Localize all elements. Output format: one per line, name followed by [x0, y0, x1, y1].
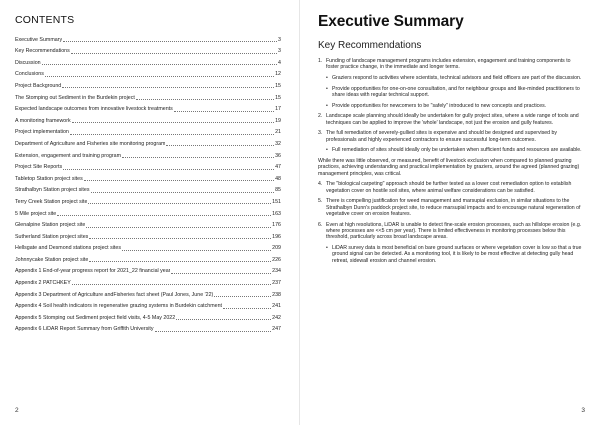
toc-entry-label: Tabletop Station project sites: [15, 175, 83, 182]
sub-point: • Provide opportunities for newcomers to be "safely" introduced to new concepts and practices.: [326, 102, 547, 109]
toc-entry[interactable]: [15, 55, 281, 67]
toc-entry-page: 234: [272, 268, 281, 275]
toc-entry-page: 196: [272, 233, 281, 240]
recommendation-1: [318, 58, 584, 109]
toc-leader-dots: [62, 87, 274, 88]
toc-entry[interactable]: [15, 148, 281, 160]
toc-entry[interactable]: [15, 67, 281, 79]
page-title: Executive Summary: [318, 13, 464, 30]
toc-entry-page: 238: [272, 291, 281, 298]
recommendations-list: [318, 58, 584, 268]
toc-entry[interactable]: [15, 183, 281, 195]
toc-entry[interactable]: [15, 90, 281, 102]
toc-entry-page: 247: [272, 326, 281, 333]
toc-entry-label: Project Site Reports: [15, 164, 63, 171]
toc-entry[interactable]: [15, 78, 281, 90]
toc-entry-label: Conclusions: [15, 71, 44, 78]
toc-leader-dots: [57, 215, 271, 216]
left-page-number: 2: [15, 407, 19, 414]
toc-entry[interactable]: [15, 275, 281, 287]
toc-leader-dots: [89, 238, 271, 239]
toc-entry-label: Strathalbyn Station project sites: [15, 187, 90, 194]
recommendation-text: There is compelling justification for weed management and marsupial exclusion, in similar situations to the Strathalbyn Dunn's paddock project site, to reduce marsupial impacts and to encourage natural regeneration of vegetative cover on erosion features.: [326, 198, 581, 217]
toc-entry-label: A monitoring framework: [15, 117, 71, 124]
recommendation-4: [318, 181, 584, 194]
sub-point: • Provide opportunities for one-on-one consultation, and for neighbour groups and like-minded practitioners to share ideas with regular technical support.: [326, 85, 580, 98]
toc-entry-label: Department of Agriculture and Fisheries site monitoring program: [15, 140, 166, 147]
toc-leader-dots: [88, 203, 271, 204]
toc-entry-page: 226: [272, 256, 281, 263]
toc-entry-page: 163: [272, 210, 281, 217]
toc-leader-dots: [63, 41, 277, 42]
toc-entry-page: 242: [272, 314, 281, 321]
toc-leader-dots: [70, 134, 274, 135]
toc-entry-label: The Stomping out Sediment in the Burdekin project: [15, 94, 135, 101]
toc-leader-dots: [45, 76, 274, 77]
toc-leader-dots: [122, 157, 274, 158]
toc-entry-page: 176: [272, 222, 281, 229]
recommendation-number: 2.: [318, 113, 323, 120]
toc-leader-dots: [122, 250, 271, 251]
toc-entry-label: 5 Mile project site: [15, 210, 57, 217]
toc-entry-label: Expected landscape outcomes from innovative livestock treatments: [15, 106, 173, 113]
toc-entry-label: Glenalpine Station project site: [15, 222, 86, 229]
toc-leader-dots: [155, 331, 272, 332]
toc-entry[interactable]: [15, 310, 281, 322]
recommendation-number: 1.: [318, 58, 323, 64]
toc-entry[interactable]: [15, 206, 281, 218]
toc-entry-page: 3: [278, 36, 281, 43]
toc-entry-page: 17: [275, 106, 281, 113]
toc-entry-label: Executive Summary: [15, 36, 63, 43]
toc-entry-page: 151: [272, 198, 281, 205]
sub-point: • Graziers respond to activities where scientists, technical advisors and field officers are part of the discussion.: [326, 75, 582, 81]
toc-entry-label: Extension, engagement and training program: [15, 152, 122, 159]
toc-entry-page: 12: [275, 71, 281, 78]
toc-entry[interactable]: [15, 241, 281, 253]
toc-entry-label: Appendix 5 Stomping out Sediment project field visits, 4-5 May 2022: [15, 314, 176, 321]
toc-entry-page: 47: [275, 164, 281, 171]
recommendation-number: 4.: [318, 181, 323, 188]
recommendation-6-subpoints: [326, 245, 584, 264]
recommendation-text: Even at high resolutions, LiDAR is unable to detect fine-scale erosion processes, such as hillslope erosion (e.g. where processes are <<5 cm per year). There is limited effectiveness in monitoring processes below this threshold, particularly across broad landscape areas.: [326, 221, 582, 241]
bullet-icon: •: [326, 147, 328, 154]
toc-entry[interactable]: [15, 252, 281, 264]
toc-entry-label: Sutherland Station project sites: [15, 233, 89, 240]
sub-point: • LiDAR survey data is most beneficial on bare ground surfaces or where vegetation cover is low so that a true ground signal can be detected. As a monitoring tool, it is likely to be most effective at detecting gully head retreat, sidewall erosion and channel erosion.: [326, 245, 582, 264]
interim-paragraph: While there was little observed, or measured, benefit of livestock exclusion when compared to planned grazing practices, achieving understanding and practical implementation by graziers, around the agreed (planned grazing) management principles, was critical.: [318, 157, 580, 177]
executive-summary-page: [300, 0, 600, 425]
toc-leader-dots: [91, 192, 275, 193]
recommendation-text: The full remediation of severely-gullied sites is expensive and should be designed and supervised by professionals and highly experienced contractors to ensure successful long-term outcomes.: [326, 130, 557, 143]
toc-entry-page: 4: [278, 59, 281, 66]
toc-leader-dots: [84, 180, 274, 181]
toc-entry[interactable]: [15, 299, 281, 311]
recommendation-5: [318, 198, 584, 217]
toc-leader-dots: [42, 64, 277, 65]
recommendation-6: [318, 222, 584, 265]
recommendation-number: 5.: [318, 198, 323, 205]
toc-entry[interactable]: [15, 194, 281, 206]
toc-entry[interactable]: [15, 44, 281, 56]
recommendation-3-subpoints: [326, 147, 584, 153]
recommendation-number: 3.: [318, 130, 323, 137]
toc-entry-label: Appendix 1 End-of-year progress report for 2021_22 financial year: [15, 268, 171, 275]
toc-leader-dots: [72, 122, 274, 123]
recommendation-3: [318, 130, 584, 153]
toc-leader-dots: [176, 319, 271, 320]
toc-entry[interactable]: [15, 160, 281, 172]
toc-leader-dots: [86, 227, 271, 228]
recommendation-text: Funding of landscape management programs includes extension, engagement and training components to foster practice change, in the immediate and longer terms.: [326, 58, 571, 71]
toc-entry-label: Johnnycake Station project site: [15, 256, 89, 263]
toc-entry-label: Hellsgate and Desmond stations project sites: [15, 245, 121, 252]
toc-entry[interactable]: [15, 264, 281, 276]
toc-leader-dots: [166, 145, 274, 146]
toc-entry-page: 3: [278, 48, 281, 55]
bullet-icon: •: [326, 102, 328, 109]
toc-entry[interactable]: [15, 171, 281, 183]
toc-entry-page: 15: [275, 82, 281, 89]
toc-entry-page: 19: [275, 117, 281, 124]
recommendation-text: The "biological carpeting" approach should be further tested as a lower cost remediation option to establish vegetation cover on hostile soil sites, where animal welfare considerations can be satisfied.: [326, 181, 572, 194]
toc-entry-label: Appendix 3 Department of Agriculture andFisheries fact sheet (Paul Jones, June '22): [15, 291, 214, 298]
toc-leader-dots: [223, 308, 271, 309]
toc-leader-dots: [174, 111, 274, 112]
toc-entry-label: Appendix 2 PATCHKEY: [15, 280, 71, 287]
bullet-icon: •: [326, 75, 328, 81]
toc-entry[interactable]: [15, 218, 281, 230]
toc-entry[interactable]: [15, 229, 281, 241]
toc-entry-page: 36: [275, 152, 281, 159]
toc-entry-page: 85: [275, 187, 281, 194]
toc-entry[interactable]: [15, 125, 281, 137]
toc-entry[interactable]: [15, 322, 281, 334]
toc-leader-dots: [72, 284, 271, 285]
recommendation-2: [318, 113, 584, 126]
contents-heading: CONTENTS: [15, 14, 75, 26]
toc-entry-page: 32: [275, 140, 281, 147]
toc-leader-dots: [214, 296, 271, 297]
toc-entry-page: 15: [275, 94, 281, 101]
toc-entry-page: 209: [272, 245, 281, 252]
toc-entry[interactable]: [15, 32, 281, 44]
toc-entry-label: Key Recommendations: [15, 48, 70, 55]
toc-leader-dots: [89, 261, 271, 262]
section-subheading: Key Recommendations: [318, 40, 422, 51]
toc-leader-dots: [136, 99, 274, 100]
recommendation-1-subpoints: [326, 75, 584, 109]
toc-entry[interactable]: [15, 136, 281, 148]
sub-point: • Full remediation of sites should ideally only be undertaken when sufficient funds and resources are available.: [326, 147, 582, 154]
toc-leader-dots: [71, 53, 277, 54]
toc-entry-page: 21: [275, 129, 281, 136]
toc-entry-label: Discussion: [15, 59, 41, 66]
toc-entry-label: Appendix 6 LiDAR Report Summary from Griffith University: [15, 326, 154, 333]
toc-leader-dots: [63, 169, 274, 170]
toc-entry-page: 237: [272, 280, 281, 287]
toc-entry-page: 48: [275, 175, 281, 182]
toc-entry[interactable]: [15, 287, 281, 299]
toc-leader-dots: [171, 273, 271, 274]
bullet-icon: •: [326, 245, 328, 251]
toc-entry[interactable]: [15, 113, 281, 125]
toc-entry-label: Terry Creek Station project site: [15, 198, 88, 205]
toc-entry[interactable]: [15, 102, 281, 114]
recommendation-number: 6.: [318, 221, 323, 228]
bullet-icon: •: [326, 85, 328, 92]
recommendation-text: Landscape scale planning should ideally be undertaken for gully project sites, where a wide range of tools and techniques can be applied to improve the 'whole' landscape, not just the erosion and gully features.: [326, 113, 579, 126]
toc-entry-label: Project implementation: [15, 129, 69, 136]
toc-entry-label: Project Background: [15, 82, 62, 89]
table-of-contents: [15, 32, 281, 333]
right-page-number: 3: [581, 407, 585, 414]
toc-entry-label: Appendix 4 Soil health indicators in regenerative grazing systems in Burdekin catchment: [15, 303, 222, 310]
toc-entry-page: 241: [272, 303, 281, 310]
